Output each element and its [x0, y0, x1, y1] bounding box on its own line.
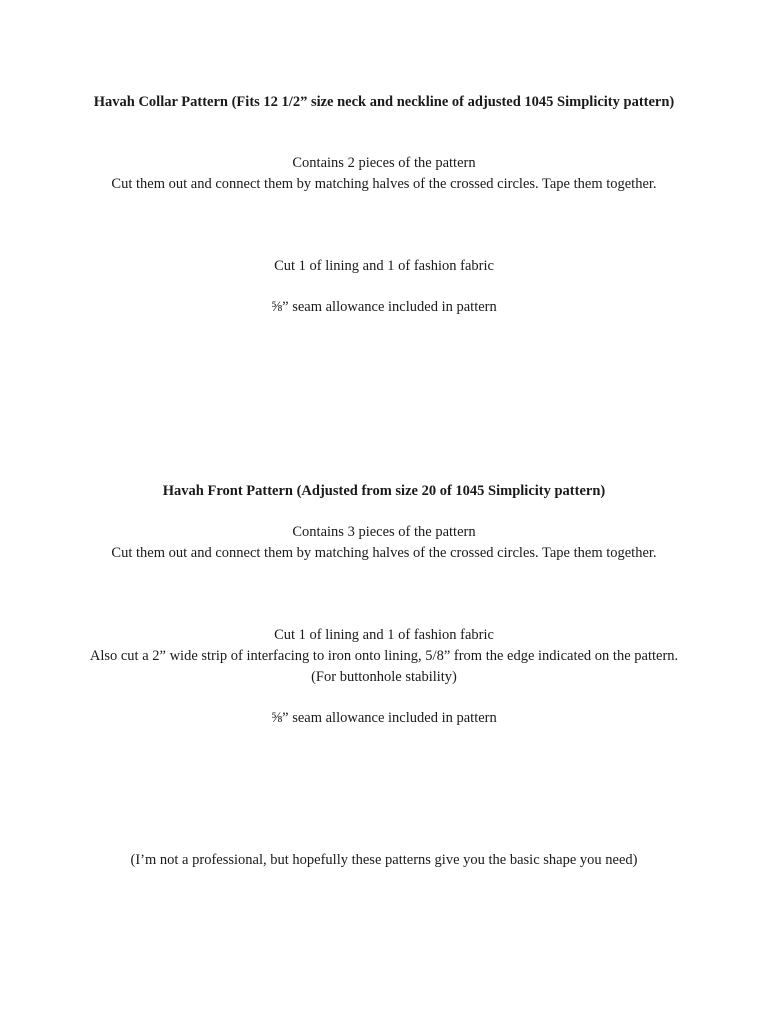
front-contains-text: Contains 3 pieces of the pattern: [292, 524, 476, 540]
collar-seam-text: ⅝” seam allowance included in pattern: [271, 299, 497, 315]
front-instruction-text: Cut them out and connect them by matching halves of the crossed circles. Tape them together.: [111, 545, 657, 561]
front-pattern-title: Havah Front Pattern (Adjusted from size 20 of 1045 Simplicity pattern): [162, 483, 606, 499]
front-cut-text: Cut 1 of lining and 1 of fashion fabric: [274, 627, 494, 643]
collar-instruction-text: Cut them out and connect them by matching halves of the crossed circles. Tape them together.: [111, 176, 657, 192]
collar-pattern-title: Havah Collar Pattern (Fits 12 1/2” size neck and neckline of adjusted 1045 Simplicity pattern): [93, 94, 675, 110]
disclaimer-note: (I’m not a professional, but hopefully these patterns give you the basic shape you need): [130, 852, 638, 868]
collar-contains-text: Contains 2 pieces of the pattern: [292, 155, 476, 171]
front-seam-text: ⅝” seam allowance included in pattern: [271, 710, 497, 726]
front-interfacing-text: Also cut a 2” wide strip of interfacing to iron onto lining, 5/8” from the edge indicated on the pattern. (For buttonhole stability): [89, 648, 679, 685]
collar-cut-text: Cut 1 of lining and 1 of fashion fabric: [274, 258, 494, 274]
